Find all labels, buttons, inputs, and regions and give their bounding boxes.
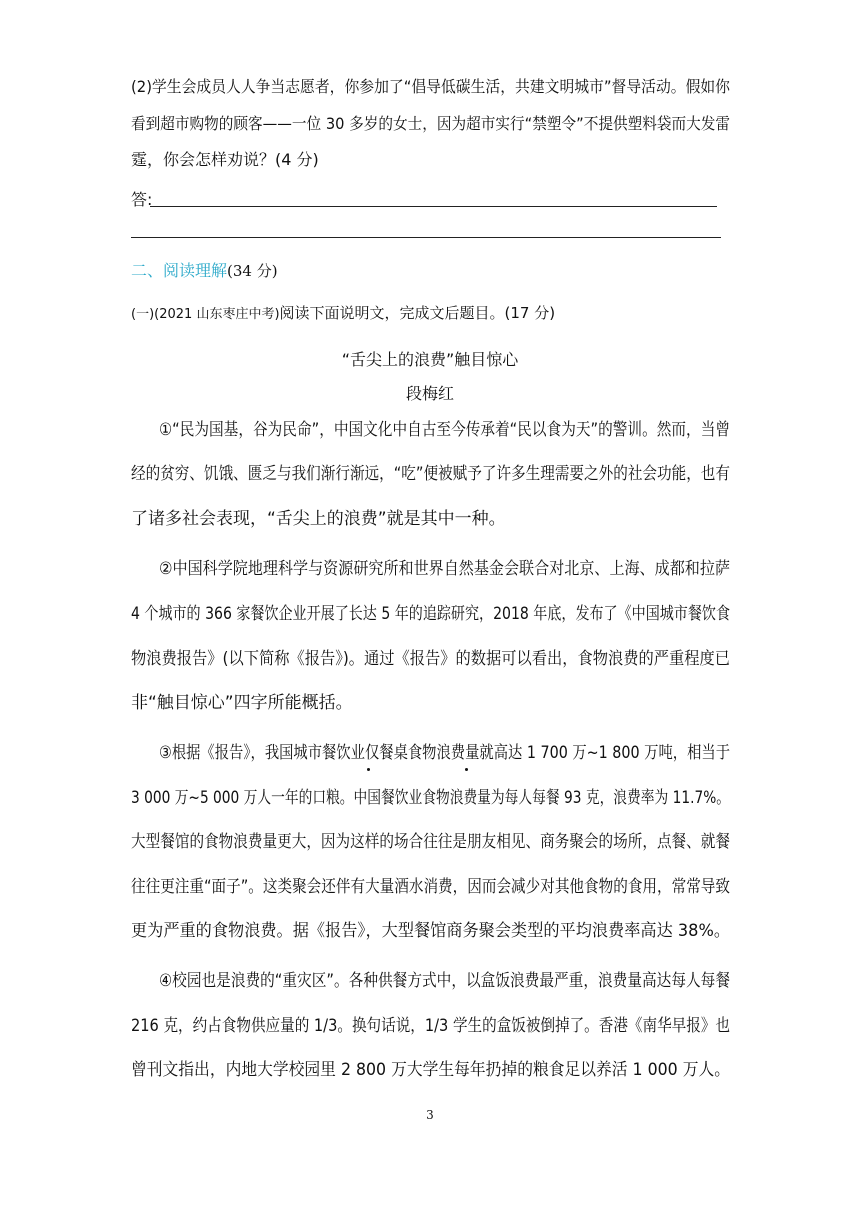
paragraph-4-line-2: 216 克，约占食物供应量的 1/3。换句话说，1/3 学生的盒饭被倒掉了。香港《南华早报》也 bbox=[131, 1016, 730, 1036]
question-line-1: (2)学生会成员人人争当志愿者，你参加了“倡导低碳生活，共建文明城市”督导活动。假如你 bbox=[131, 77, 730, 96]
section-score: (34 分) bbox=[227, 262, 278, 280]
question-line-3: 霆，你会怎样劝说？(4 分) bbox=[131, 150, 319, 169]
emphasis-dot-1 bbox=[367, 768, 370, 771]
article-author: 段梅红 bbox=[405, 384, 454, 403]
paragraph-2-line-4: 非“触目惊心”四字所能概括。 bbox=[131, 693, 353, 713]
paragraph-3-line-1: ③根据《报告》，我国城市餐饮业仅餐桌食物浪费量就高达 1 700 万~1 800 万吨，相当于 bbox=[159, 743, 730, 763]
paragraph-1-line-3: 了诸多社会表现，“舌尖上的浪费”就是其中一种。 bbox=[131, 509, 506, 529]
answer-line-2[interactable] bbox=[131, 237, 721, 238]
paragraph-3-line-2: 3 000 万~5 000 万人一年的口粮。中国餐饮业食物浪费量为每人每餐 93 克，浪费率为 11.7%。 bbox=[131, 788, 730, 808]
question-line-2: 看到超市购物的顾客——一位 30 多岁的女士，因为超市实行“禁塑令”不提供塑料袋而大发雷 bbox=[131, 114, 730, 133]
subsection-source: (2021 山东枣庄中考) bbox=[154, 307, 280, 322]
paragraph-3-line-3: 大型餐馆的食物浪费量更大，因为这样的场合往往是朋友相见、商务聚会的场所，点餐、就餐 bbox=[131, 832, 730, 852]
emphasis-dot-2 bbox=[465, 768, 468, 771]
paragraph-2-line-1: ②中国科学院地理科学与资源研究所和世界自然基金会联合对北京、上海、成都和拉萨 bbox=[159, 559, 730, 579]
paragraph-4-line-3: 曾刊文指出，内地大学校园里 2 800 万大学生每年扔掉的粮食足以养活 1 000 万人。 bbox=[131, 1060, 730, 1080]
paragraph-2-line-3: 物浪费报告》(以下简称《报告》)。通过《报告》的数据可以看出，食物浪费的严重程度已 bbox=[131, 649, 730, 669]
paragraph-3-line-4: 往往更注重“面子”。这类聚会还伴有大量酒水消费，因而会减少对其他食物的食用，常常导致 bbox=[131, 877, 730, 897]
subsection-heading bbox=[131, 302, 555, 326]
section-heading-text: 二、阅读理解 bbox=[131, 261, 228, 280]
answer-line-1[interactable] bbox=[150, 206, 717, 207]
section-heading bbox=[131, 259, 278, 283]
paragraph-4-line-1: ④校园也是浪费的“重灾区”。各种供餐方式中，以盒饭浪费最严重，浪费量高达每人每餐 bbox=[159, 971, 730, 991]
subsection-instruction: 阅读下面说明文，完成文后题目。(17 分) bbox=[279, 304, 556, 322]
paragraph-3-line-5: 更为严重的食物浪费。据《报告》，大型餐馆商务聚会类型的平均浪费率高达 38%。 bbox=[131, 921, 730, 941]
subsection-prefix: (一) bbox=[131, 307, 155, 322]
article-title: “舌尖上的浪费”触目惊心 bbox=[341, 350, 519, 369]
page-number: 3 bbox=[426, 1108, 434, 1122]
paragraph-1-line-1: ①“民为国基，谷为民命”，中国文化中自古至今传承着“民以食为天”的警训。然而，当曾 bbox=[159, 420, 730, 440]
paragraph-1-line-2: 经的贫穷、饥饿、匮乏与我们渐行渐远，“吃”便被赋予了许多生理需要之外的社会功能，也有 bbox=[131, 464, 730, 484]
answer-label: 答: bbox=[131, 190, 153, 209]
paragraph-2-line-2: 4 个城市的 366 家餐饮企业开展了长达 5 年的追踪研究，2018 年底，发布了《中国城市餐饮食 bbox=[131, 604, 730, 624]
